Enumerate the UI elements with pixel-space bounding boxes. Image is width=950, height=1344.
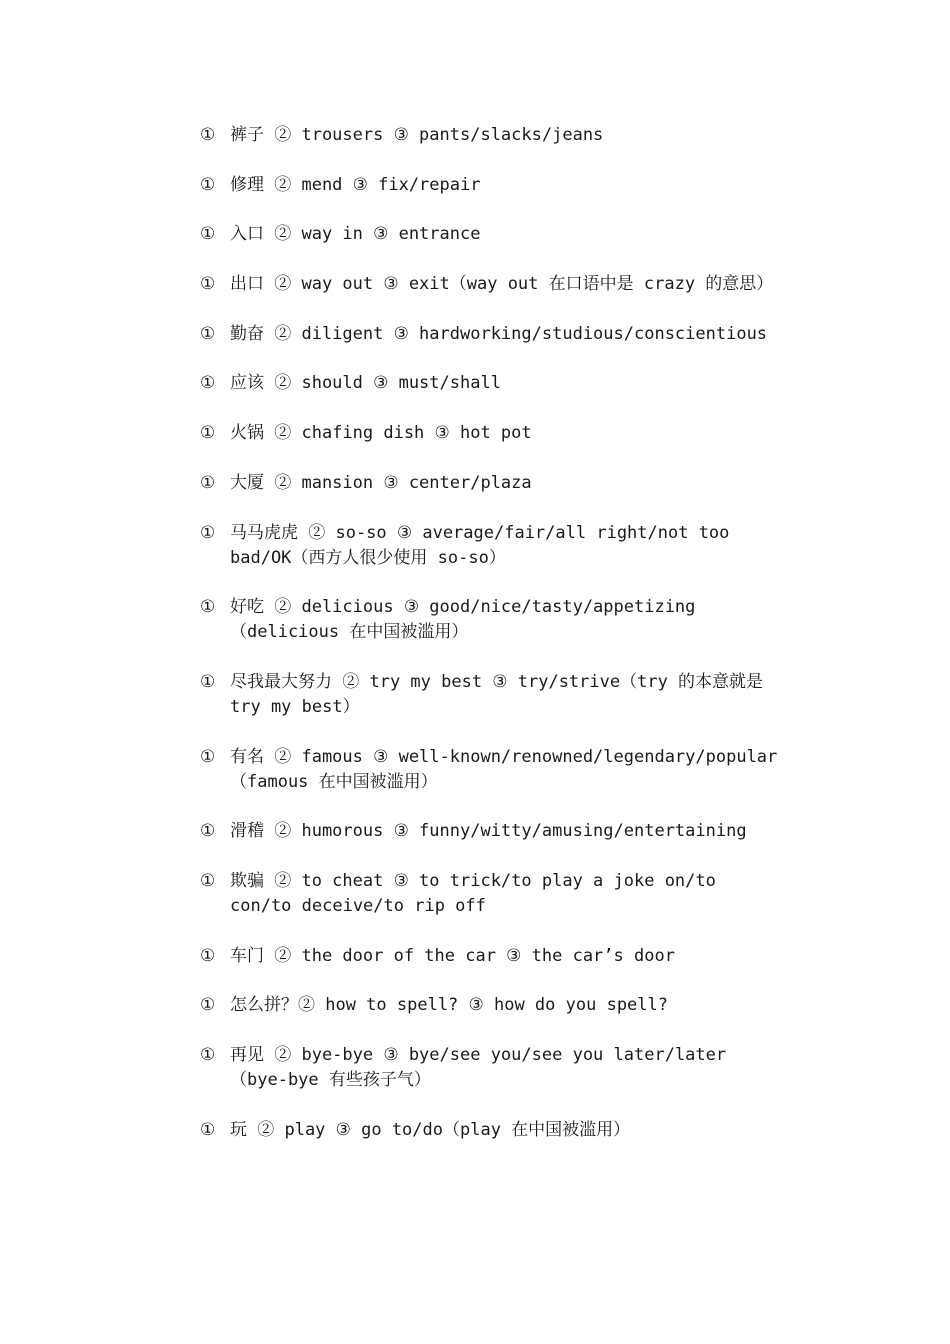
entry-text: 有名 ② famous ③ well-known/renowned/legendary/popular（famous 在中国被滥用） (230, 746, 778, 792)
entry-text: 怎么拼？② how to spell? ③ how do you spell? (230, 995, 668, 1016)
list-marker: ① (200, 323, 216, 344)
list-item (200, 123, 780, 148)
list-item (200, 222, 780, 247)
list-item (200, 745, 780, 795)
list-item (200, 173, 780, 198)
list-marker: ① (200, 472, 216, 493)
entry-text: 车门 ② the door of the car ③ the car’s door (230, 945, 675, 966)
list-item (200, 521, 780, 571)
list-marker: ① (200, 1119, 216, 1140)
list-marker: ① (200, 125, 216, 145)
list-item (200, 944, 780, 969)
list-item (200, 595, 780, 645)
entry-text: 大厦 ② mansion ③ center/plaza (230, 472, 532, 493)
list-marker: ① (200, 995, 216, 1016)
entry-text: 玩 ② play ③ go to/do（play 在中国被滥用） (230, 1119, 631, 1140)
entry-text: 欺骗 ② to cheat ③ to trick/to play a joke on/to con/to deceive/to rip off (230, 870, 716, 916)
entry-text: 修理 ② mend ③ fix/repair (230, 174, 481, 195)
entry-text: 马马虎虎 ② so-so ③ average/fair/all right/not too bad/OK（西方人很少使用 so-so） (230, 522, 730, 568)
list-marker: ① (200, 746, 216, 767)
list-item (200, 1043, 780, 1093)
entry-text: 勤奋 ② diligent ③ hardworking/studious/conscientious (230, 323, 768, 344)
list-item (200, 322, 780, 347)
list-marker: ① (200, 671, 216, 692)
list-item (200, 819, 780, 844)
vocabulary-list (200, 123, 780, 1167)
entry-text: 入口 ② way in ③ entrance (230, 224, 481, 245)
list-item (200, 869, 780, 919)
list-marker: ① (200, 174, 216, 195)
list-marker: ① (200, 224, 216, 245)
list-item (200, 371, 780, 396)
list-item (200, 670, 780, 720)
list-marker: ① (200, 597, 216, 618)
list-marker: ① (200, 870, 216, 891)
list-marker: ① (200, 821, 216, 842)
list-marker: ① (200, 423, 216, 444)
list-item (200, 471, 780, 496)
entry-text: 裤子 ② trousers ③ pants/slacks/jeans (230, 125, 604, 145)
list-marker: ① (200, 945, 216, 966)
list-marker: ① (200, 373, 216, 394)
list-item (200, 272, 780, 297)
entry-text: 滑稽 ② humorous ③ funny/witty/amusing/entertaining (230, 821, 747, 842)
entry-text: 再见 ② bye-bye ③ bye/see you/see you later/later（bye-bye 有些孩子气） (230, 1045, 727, 1090)
list-item (200, 421, 780, 446)
entry-text: 应该 ② should ③ must/shall (230, 373, 501, 394)
entry-text: 好吃 ② delicious ③ good/nice/tasty/appetizing（delicious 在中国被滥用） (230, 597, 696, 643)
list-item (200, 1118, 780, 1143)
list-marker: ① (200, 274, 216, 295)
list-item (200, 993, 780, 1018)
entry-text: 出口 ② way out ③ exit（way out 在口语中是 crazy 的意思） (230, 274, 774, 295)
list-marker: ① (200, 522, 216, 543)
list-marker: ① (200, 1045, 216, 1065)
entry-text: 尽我最大努力 ② try my best ③ try/strive（try 的本意就是 try my best） (230, 671, 764, 717)
entry-text: 火锅 ② chafing dish ③ hot pot (230, 423, 532, 444)
